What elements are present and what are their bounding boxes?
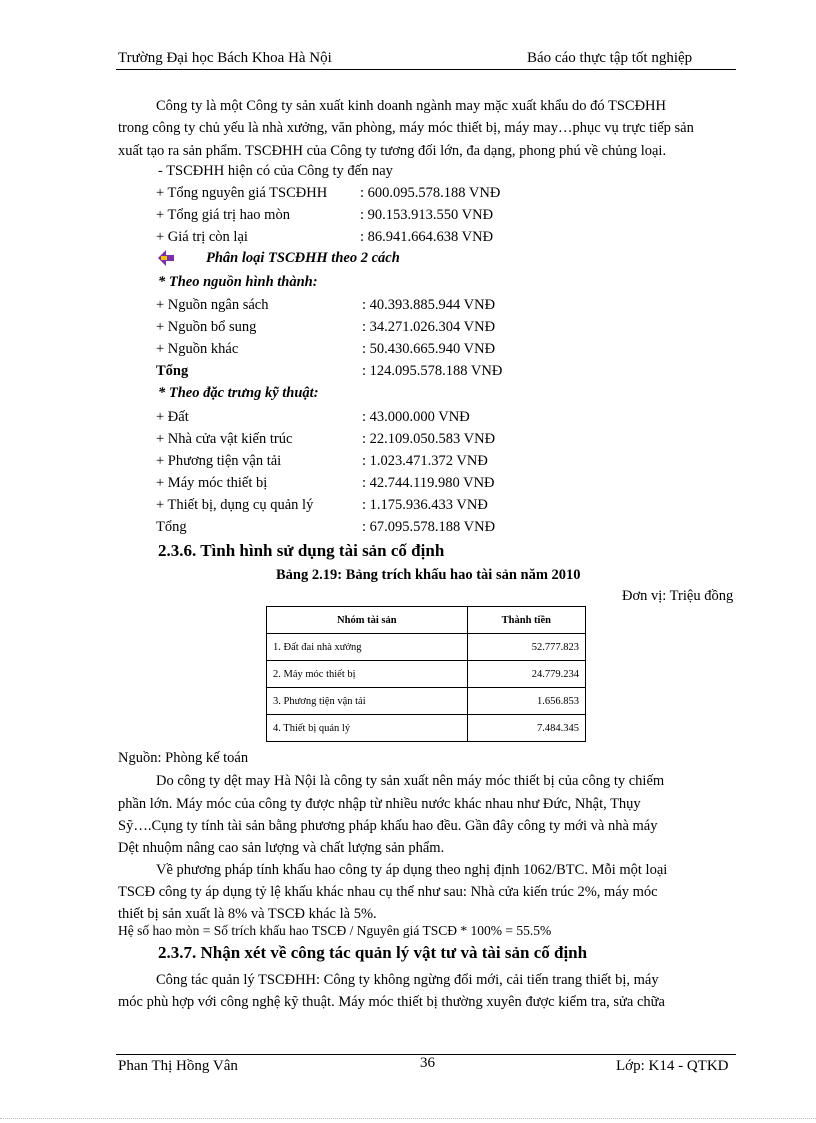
- table-cell-group: 2. Máy móc thiết bị: [267, 661, 468, 688]
- source-row-value: : 34.271.026.304 VNĐ: [362, 319, 496, 335]
- current-row-value: : 86.941.664.638 VNĐ: [360, 229, 494, 245]
- technical-row-label: + Thiết bị, dụng cụ quản lý: [156, 497, 314, 513]
- source-row-label: + Nguồn ngân sách: [156, 297, 269, 313]
- source-row-label: + Nguồn khác: [156, 341, 239, 357]
- para2-line: thiết bị sản xuất là 8% và TSCĐ khác là 5%.: [118, 906, 377, 922]
- depreciation-formula: Hệ số hao mòn = Số trích khấu hao TSCĐ / Nguyên giá TSCĐ * 100% = 55.5%: [118, 923, 552, 938]
- current-row-label: + Tổng nguyên giá TSCĐHH: [156, 185, 328, 201]
- para2-line: TSCĐ công ty áp dụng tỷ lệ khấu khác nhau cụ thể như sau: Nhà cửa kiến trúc 2%, máy móc: [118, 884, 658, 900]
- para1-line: Dệt nhuộm nâng cao sản lượng và chất lượng sản phẩm.: [118, 840, 445, 856]
- para1-line: Sỹ….Cụng ty tính tài sản bằng phương pháp khấu hao đều. Gần đây công ty mới và nhà máy: [118, 818, 658, 834]
- technical-row-value: : 43.000.000 VNĐ: [362, 409, 470, 425]
- source-row-value: : 40.393.885.944 VNĐ: [362, 297, 496, 313]
- table-caption: Bảng 2.19: Bảng trích khấu hao tài sản năm 2010: [276, 567, 581, 583]
- technical-row-value: : 1.023.471.372 VNĐ: [362, 453, 488, 469]
- current-row-label: + Tổng giá trị hao mòn: [156, 207, 290, 223]
- table-row: [267, 634, 586, 661]
- source-total-value: : 124.095.578.188 VNĐ: [362, 363, 503, 379]
- header-school: Trường Đại học Bách Khoa Hà Nội: [118, 50, 332, 66]
- header-rule: [116, 69, 736, 70]
- technical-row-value: : 42.744.119.980 VNĐ: [362, 475, 495, 491]
- section-237-heading: 2.3.7. Nhận xét về công tác quản lý vật tư và tài sản cố định: [158, 943, 588, 962]
- page-number: 36: [420, 1055, 435, 1071]
- page-edge-divider: [0, 1118, 816, 1119]
- current-row-label: + Giá trị còn lại: [156, 229, 248, 245]
- technical-row-label: + Phương tiện vận tải: [156, 453, 282, 469]
- by-technical-title: * Theo đặc trưng kỹ thuật:: [158, 385, 319, 401]
- table-cell-group: 4. Thiết bị quản lý: [267, 715, 468, 742]
- technical-row-value: : 22.109.050.583 VNĐ: [362, 431, 496, 447]
- technical-total-value: : 67.095.578.188 VNĐ: [362, 519, 496, 535]
- table-unit: Đơn vị: Triệu đồng: [622, 588, 734, 604]
- table-cell-group: 1. Đất đai nhà xưởng: [267, 634, 468, 661]
- depreciation-table: [266, 606, 586, 742]
- bullet-arrow-icon: [158, 250, 178, 266]
- para2-line: Về phương pháp tính khấu hao công ty áp dụng theo nghị định 1062/BTC. Mỗi một loại: [156, 862, 668, 878]
- classification-title: Phân loại TSCĐHH theo 2 cách: [206, 250, 400, 266]
- current-row-value: : 600.095.578.188 VNĐ: [360, 185, 501, 201]
- intro-line-1: Công ty là một Công ty sản xuất kinh doanh ngành may mặc xuất khẩu do đó TSCĐHH: [156, 98, 666, 114]
- source-total-label: Tổng: [156, 363, 189, 379]
- current-row-value: : 90.153.913.550 VNĐ: [360, 207, 494, 223]
- table-row: [267, 661, 586, 688]
- table-row: [267, 715, 586, 742]
- table-cell-group: 3. Phương tiện vận tải: [267, 688, 468, 715]
- technical-total-label: Tổng: [156, 519, 187, 535]
- para1-line: phần lớn. Máy móc của công ty được nhập từ nhiều nước khác nhau như Đức, Nhật, Thụy: [118, 796, 641, 812]
- footer-class: Lớp: K14 - QTKD: [616, 1058, 729, 1074]
- technical-row-value: : 1.175.936.433 VNĐ: [362, 497, 488, 513]
- intro-line-3: xuất tạo ra sản phẩm. TSCĐHH của Công ty tương đối lớn, đa dạng, phong phú về chủng loại.: [118, 143, 667, 159]
- header-report-title: Báo cáo thực tập tốt nghiệp: [527, 50, 693, 66]
- table-source: Nguồn: Phòng kế toán: [118, 750, 249, 766]
- technical-row-label: + Máy móc thiết bị: [156, 475, 268, 491]
- table-row: [267, 688, 586, 715]
- current-title: - TSCĐHH hiện có của Công ty đến nay: [158, 163, 393, 179]
- section-237-line: móc phù hợp với công nghệ kỹ thuật. Máy móc thiết bị thường xuyên được kiểm tra, sửa chữa: [118, 994, 665, 1010]
- intro-line-2: trong công ty chủ yếu là nhà xưởng, văn phòng, máy móc thiết bị, máy may…phục vụ trực tiếp sản: [118, 120, 694, 136]
- section-236-heading: 2.3.6. Tình hình sử dụng tài sản cố định: [158, 541, 445, 560]
- table-cell-amount: 7.484.345: [467, 715, 585, 742]
- technical-row-label: + Nhà cửa vật kiến trúc: [156, 431, 293, 447]
- table-header-cell: Thành tiền: [467, 607, 585, 634]
- table-cell-amount: 1.656.853: [467, 688, 585, 715]
- section-237-line: Công tác quản lý TSCĐHH: Công ty không ngừng đổi mới, cải tiến trang thiết bị, máy: [156, 972, 659, 988]
- table-header-row: [267, 607, 586, 634]
- by-source-title: * Theo nguồn hình thành:: [158, 274, 318, 290]
- technical-row-label: + Đất: [156, 409, 189, 425]
- para1-line: Do công ty dệt may Hà Nội là công ty sản xuất nên máy móc thiết bị của công ty chiếm: [156, 773, 665, 789]
- table-header-cell: Nhóm tài sản: [267, 607, 468, 634]
- table-cell-amount: 52.777.823: [467, 634, 585, 661]
- footer-author: Phan Thị Hồng Vân: [118, 1058, 238, 1074]
- table-cell-amount: 24.779.234: [467, 661, 585, 688]
- source-row-label: + Nguồn bổ sung: [156, 319, 257, 335]
- source-row-value: : 50.430.665.940 VNĐ: [362, 341, 496, 357]
